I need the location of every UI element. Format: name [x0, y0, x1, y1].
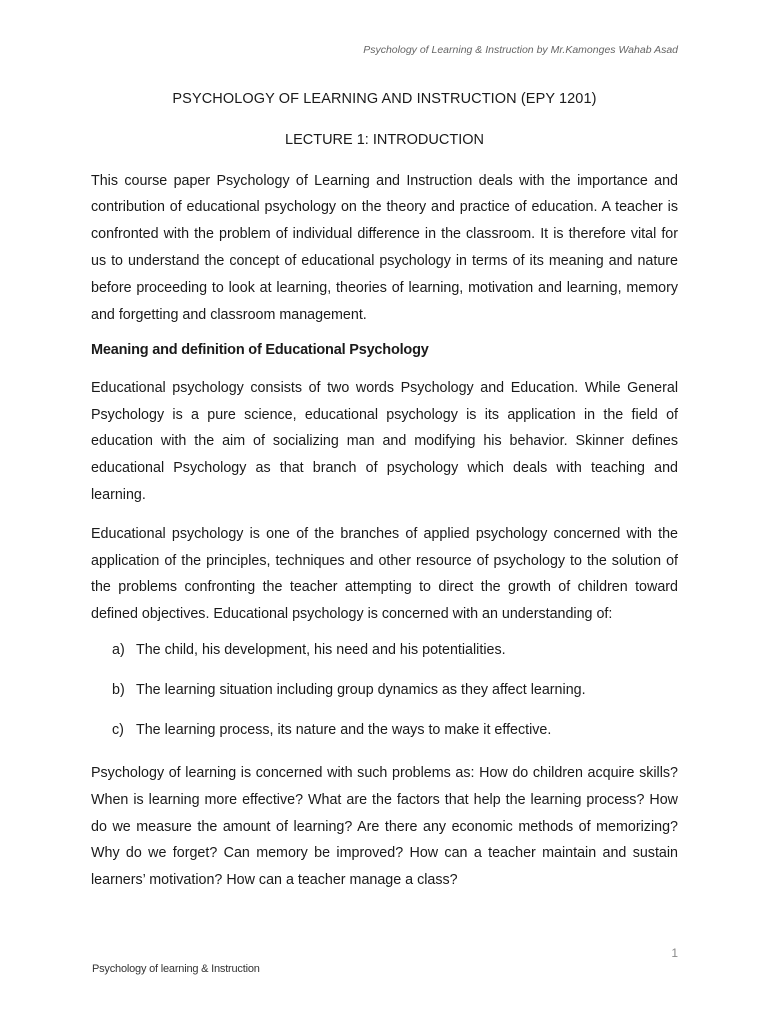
- course-title: PSYCHOLOGY OF LEARNING AND INSTRUCTION (EPY 1201): [172, 91, 597, 107]
- list-marker: b): [112, 681, 125, 698]
- lecture-title: LECTURE 1: INTRODUCTION: [285, 131, 484, 148]
- list-item: [112, 680, 678, 700]
- paragraph-definition: Educational psychology consists of two words Psychology and Education. While General Psychology is a pure science, educational psychology is its application in the field of education with the aim of socializing man and modifying his behavior. Skinner defines educational Psychology as that branch of psychology which deals with teaching and learning.: [91, 379, 678, 503]
- list-item-text: The child, his development, his need and his potentialities.: [136, 641, 506, 658]
- running-footer: Psychology of learning & Instruction: [92, 963, 260, 975]
- paragraph-applied-psychology: Educational psychology is one of the branches of applied psychology concerned with the application of the principles, techniques and other resource of psychology to the solution of the problems confronting the teacher attempting to direct the growth of children toward defined objectives. Educational psychology is concerned with an understanding of:: [91, 525, 678, 623]
- list-item: [112, 720, 678, 740]
- list-item-text: The learning process, its nature and the ways to make it effective.: [136, 721, 552, 738]
- list-item: [112, 640, 678, 660]
- running-header: Psychology of Learning & Instruction by Mr.Kamonges Wahab Asad: [363, 44, 678, 56]
- section-heading: Meaning and definition of Educational Psychology: [91, 342, 429, 359]
- paragraph-learning-problems: Psychology of learning is concerned with such problems as: How do children acquire skills? When is learning more effective? What are the factors that help the learning process? How do we measure the amount of learning? Are there any economic methods of memorizing? Why do we forget? Can memory be improved? How can a teacher maintain and sustain learners’ motivation? How can a teacher manage a class?: [91, 764, 678, 889]
- list-item-text: The learning situation including group dynamics as they affect learning.: [136, 681, 586, 698]
- page-number: 1: [671, 946, 678, 960]
- understanding-list: [91, 640, 678, 740]
- intro-paragraph: This course paper Psychology of Learning and Instruction deals with the importance and contribution of educational psychology on the theory and practice of education. A teacher is confronted with the problem of individual difference in the classroom. It is therefore vital for us to understand the concept of educational psychology in terms of its meaning and nature before proceeding to look at learning, theories of learning, motivation and learning, memory and forgetting and classroom management.: [91, 172, 678, 323]
- list-marker: a): [112, 641, 125, 658]
- page-content: [91, 90, 678, 906]
- list-marker: c): [112, 721, 124, 738]
